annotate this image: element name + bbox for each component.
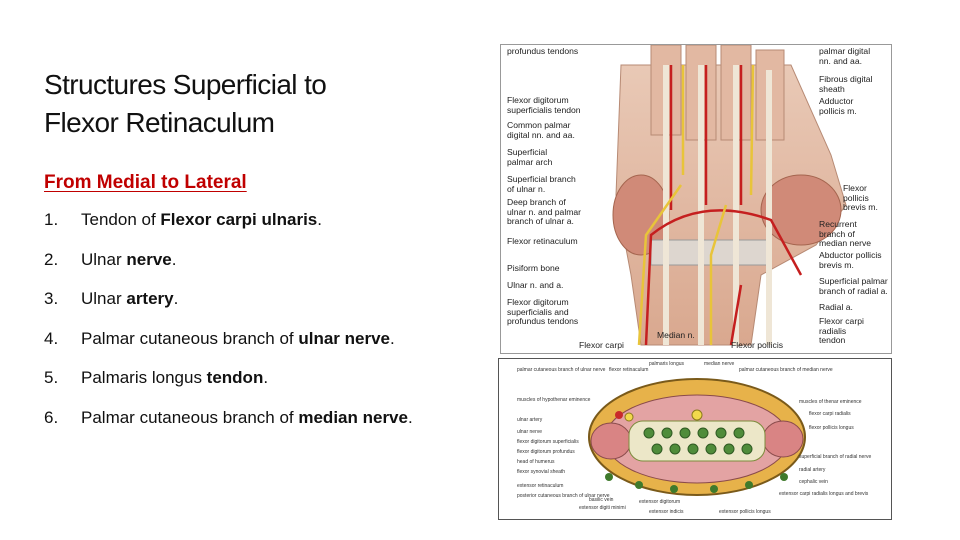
list-item-number: 3. [44, 289, 59, 308]
list-item [44, 289, 484, 329]
section-label: palmar cutaneous branch of median nerve [739, 367, 833, 373]
diagram-label: Flexor digitorum superficialis tendon [507, 95, 581, 115]
title-line-2: Flexor Retinaculum [44, 107, 275, 138]
list-item [44, 368, 484, 408]
list-item-text: Palmar cutaneous branch of [81, 407, 299, 427]
list-item [44, 329, 484, 369]
diagram-label: Common palmar digital nn. and aa. [507, 120, 575, 140]
diagram-label: Radial a. [819, 302, 853, 312]
list-item-text: . [390, 328, 395, 348]
list-item [44, 250, 484, 290]
section-label: flexor retinaculum [609, 367, 649, 373]
section-subheading: From Medial to Lateral [44, 172, 247, 193]
section-label: flexor digitorum superficialis [517, 439, 579, 445]
section-label: muscles of thenar eminence [799, 399, 862, 405]
diagram-label: Ulnar n. and a. [507, 280, 564, 290]
section-label: superficial branch of radial nerve [799, 454, 872, 460]
section-label: head of humerus [517, 459, 555, 465]
list-item-keyword: ulnar nerve [298, 328, 391, 348]
hand-anatomy-illustration [500, 44, 892, 354]
diagram-label: Flexor digitorum superficialis and profundus tendons [507, 297, 579, 326]
list-item-text: Ulnar [81, 289, 127, 308]
diagram-label: Superficial palmar arch [507, 147, 553, 167]
list-item-number: 1. [44, 210, 59, 229]
section-label: palmar cutaneous branch of ulnar nerve [517, 367, 606, 373]
section-label: extensor carpi radialis longus and brevis [779, 491, 869, 497]
diagram-label: Recurrent branch of median nerve [819, 219, 872, 248]
list-item-keyword: Flexor carpi ulnaris [160, 210, 318, 229]
list-item-text: . [171, 249, 177, 269]
list-item-text: Tendon of [81, 210, 161, 229]
diagram-label: Flexor pollicis brevis m. [843, 183, 878, 212]
list-item-text: Ulnar [81, 249, 127, 269]
diagram-label: Deep branch of ulnar n. and palmar branch of ulnar a. [507, 197, 582, 226]
list-item [44, 210, 484, 250]
diagram-label: Superficial palmar branch of radial a. [819, 276, 888, 296]
section-label: basilic vein [589, 497, 614, 503]
diagram-label: profundus tendons [507, 46, 579, 56]
section-label: median nerve [704, 361, 735, 367]
diagram-label: Adductor pollicis m. [819, 96, 857, 116]
section-label: extensor digitorum [639, 499, 681, 505]
list-item-text: . [317, 210, 322, 229]
section-label: muscles of hypothenar eminence [517, 397, 591, 403]
page-title [44, 66, 444, 142]
title-line-1: Structures Superficial to [44, 69, 327, 100]
diagram-label: Pisiform bone [507, 263, 560, 273]
list-item-number: 2. [44, 249, 59, 269]
list-item-number: 5. [44, 368, 59, 387]
list-item-text: . [263, 368, 269, 387]
diagram-label: Flexor retinaculum [507, 236, 578, 246]
list-item-text: Palmaris longus [81, 368, 207, 387]
list-item-text: . [173, 289, 179, 308]
section-label: extensor digiti minimi [579, 505, 626, 511]
list-item-number: 4. [44, 328, 59, 348]
diagram-label: Flexor pollicis [731, 340, 784, 350]
wrist-cross-section-illustration [498, 358, 892, 520]
diagram-label: Fibrous digital sheath [819, 74, 873, 94]
section-label: radial artery [799, 467, 826, 473]
section-label: extensor retinaculum [517, 483, 564, 489]
diagram-label: Abductor pollicis brevis m. [819, 250, 882, 270]
list-item-keyword: tendon [206, 368, 264, 387]
list-item-keyword: artery [126, 289, 174, 308]
list-item-keyword: median nerve [298, 407, 408, 427]
list-item-text: Palmar cutaneous branch of [81, 328, 299, 348]
section-label: ulnar nerve [517, 429, 543, 435]
diagram-label: Flexor carpi [579, 340, 624, 350]
section-label: extensor pollicis longus [719, 509, 771, 515]
diagram-label: Superficial branch of ulnar n. [507, 174, 576, 194]
section-label: extensor indicis [649, 509, 684, 515]
section-label: flexor pollicis longus [809, 425, 854, 431]
diagram-label: Median n. [657, 330, 695, 340]
diagram-label: Flexor carpi radialis tendon [819, 316, 864, 345]
list-item-number: 6. [44, 407, 59, 427]
section-label: ulnar artery [517, 417, 543, 423]
section-label: cephalic vein [799, 479, 828, 485]
diagram-label: palmar digital nn. and aa. [819, 46, 871, 66]
section-label: flexor carpi radialis [809, 411, 851, 417]
list-item-text: . [407, 407, 413, 427]
list-item [44, 408, 484, 448]
section-label: palmaris longus [649, 361, 685, 367]
structure-list [44, 210, 484, 447]
section-label: flexor synovial sheath [517, 469, 566, 475]
section-label: flexor digitorum profundus [517, 449, 575, 455]
section-label: posterior cutaneous branch of ulnar nerve [517, 493, 610, 499]
list-item-keyword: nerve [126, 249, 172, 269]
